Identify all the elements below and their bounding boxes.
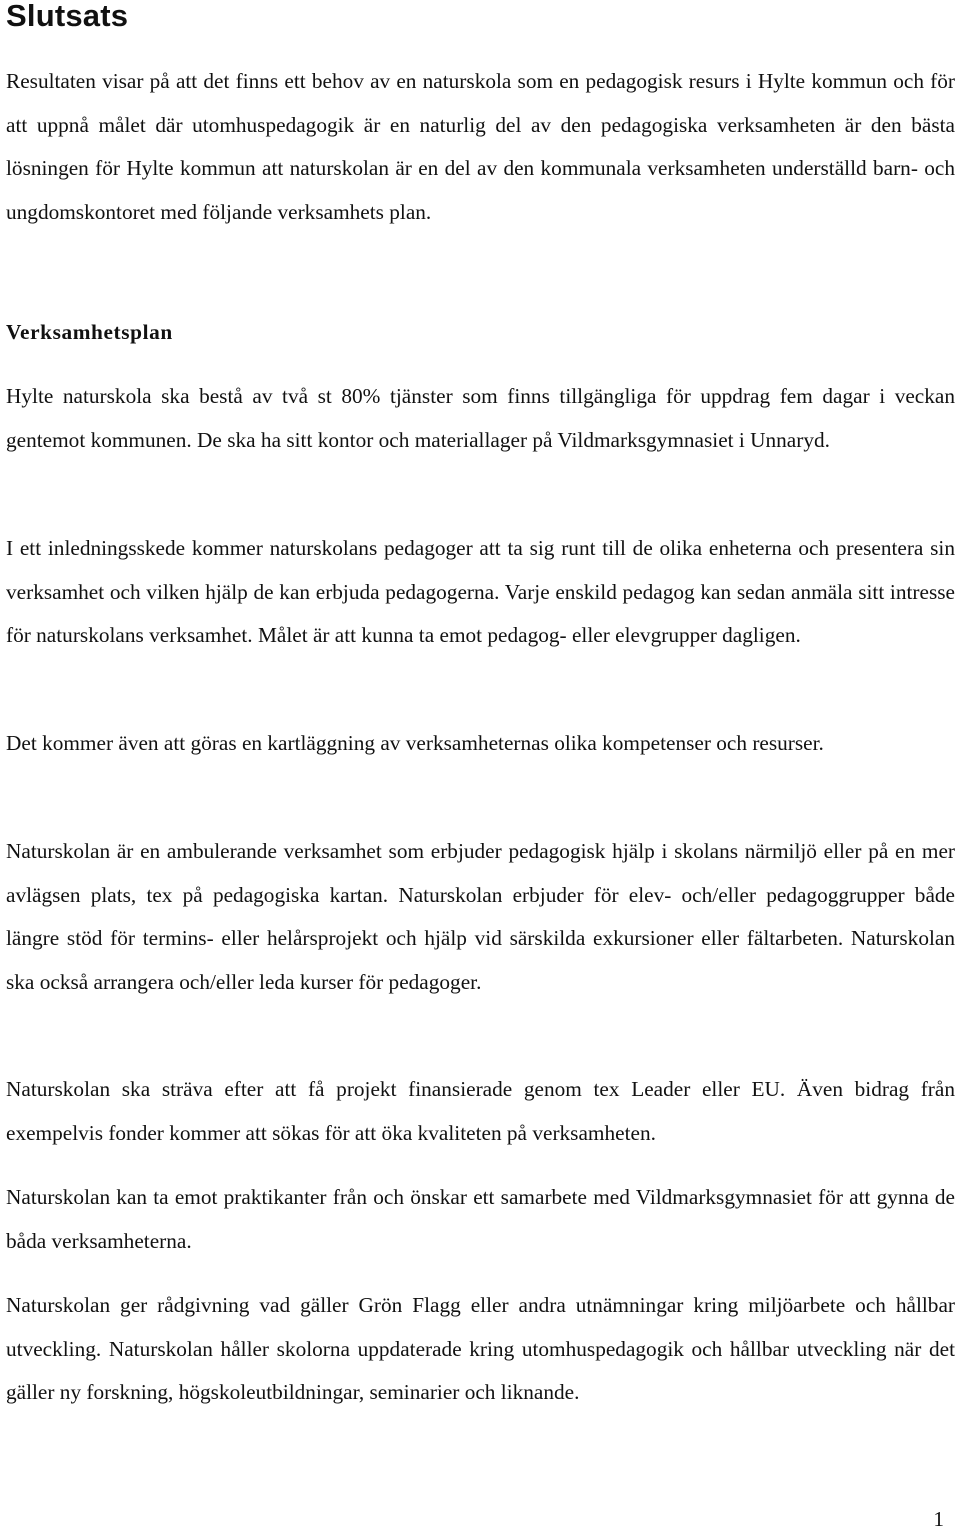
intro-paragraph: Resultaten visar på att det finns ett behov av en naturskola som en pedagogisk resurs i Hylte kommun och för att uppnå målet där utomhuspedagogik är en naturlig del av den pedagogiska verksamheten är den bästa lösningen för Hylte kommun att naturskolan är en del av den kommunala verksamheten underställd barn- och ungdomskontoret med följande verksamhets plan. (6, 69, 955, 224)
section-heading: Verksamhetsplan (6, 320, 173, 344)
paragraph-funding: Naturskolan ska sträva efter att få projekt finansierade genom tex Leader eller EU. Även bidrag från exempelvis fonder kommer att sökas för att öka kvaliteten på verksamheten. (6, 1077, 955, 1145)
paragraph-interns: Naturskolan kan ta emot praktikanter från och önskar ett samarbete med Vildmarksgymnasiet för att gynna de båda verksamheterna. (6, 1185, 955, 1253)
paragraph-ambulatory: Naturskolan är en ambulerande verksamhet som erbjuder pedagogisk hjälp i skolans närmiljö eller på en mer avlägsen plats, tex på pedagogiska kartan. Naturskolan erbjuder för elev- och/eller pedagoggrupper både längre stöd för termins- eller helårsprojekt och hjälp vid särskilda exkursioner eller fältarbeten. Naturskolan ska också arrangera och/eller leda kurser för pedagoger. (6, 839, 955, 994)
paragraph-staffing: Hylte naturskola ska bestå av två st 80% tjänster som finns tillgängliga för uppdrag fem dagar i veckan gentemot kommunen. De ska ha sitt kontor och materiallager på Vildmarksgymnasiet i Unnaryd. (6, 384, 955, 452)
paragraph-advice: Naturskolan ger rådgivning vad gäller Grön Flagg eller andra utnämningar kring miljöarbete och hållbar utveckling. Naturskolan håller skolorna uppdaterade kring utomhuspedagogik och hållbar utveckling när det gäller ny forskning, högskoleutbildningar, seminarier och liknande. (6, 1293, 955, 1404)
paragraph-initial-phase: I ett inledningsskede kommer naturskolans pedagoger att ta sig runt till de olika enheterna och presentera sin verksamhet och vilken hjälp de kan erbjuda pedagogerna. Varje enskild pedagog kan sedan anmäla sitt intresse för naturskolans verksamhet. Målet är att kunna ta emot pedagog- eller elevgrupper dagligen. (6, 536, 955, 647)
page-title: Slutsats (6, 0, 129, 33)
page-number: 1 (933, 1507, 944, 1531)
paragraph-mapping: Det kommer även att göras en kartläggning av verksamheternas olika kompetenser och resurser. (6, 731, 824, 755)
